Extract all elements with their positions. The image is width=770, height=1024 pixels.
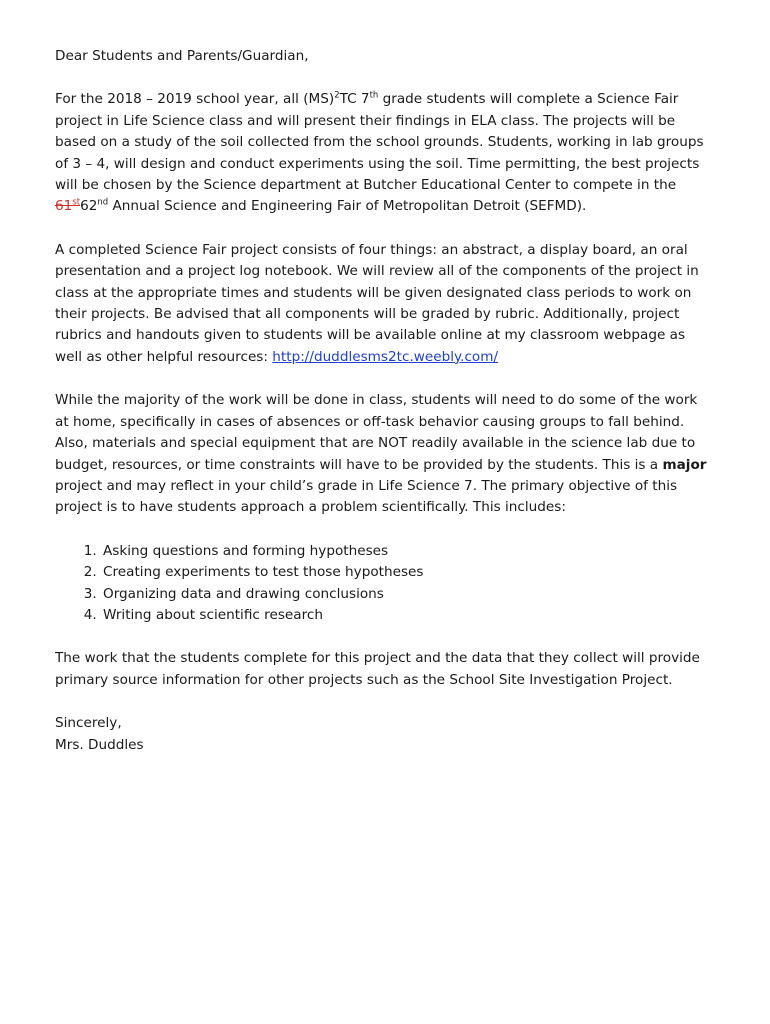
objectives-list <box>55 541 715 627</box>
fair-number: 62 <box>80 198 98 215</box>
paragraph-homework <box>55 390 715 518</box>
closing <box>55 713 715 756</box>
intro-text-1: For the 2018 – 2019 school year, all (MS) <box>55 91 335 108</box>
struck-number: 61 <box>55 198 73 215</box>
superscript-th: th <box>369 90 379 101</box>
components-text: A completed Science Fair project consists of four things: an abstract, a display board, an oral presentation and a project log notebook. We will review all of the components of the project in class at the appropriate times and students will be given designated class periods to work on their projects. Be advised that all components will be graded by rubric. Additionally, project rubrics and handouts given to students will be available online at my classroom webpage as well as other helpful resources: <box>55 241 699 365</box>
intro-text-3: grade students will complete a Science Fair project in Life Science class and will present their findings in ELA class. The projects will be based on a study of the soil collected from the school grounds. Students, working in lab groups of 3 – 4, will design and conduct experiments using the soil. Time permitting, the best projects will be chosen by the Science department at Butcher Educational Center to compete in the <box>55 91 704 194</box>
struck-fair-number <box>55 198 80 214</box>
signoff: Sincerely, <box>55 715 122 732</box>
homework-text-2: project and may reflect in your child’s grade in Life Science 7. The primary objective of this project is to have students approach a problem scientifically. This includes: <box>55 477 678 516</box>
list-item: 2. Creating experiments to test those hypotheses <box>101 562 715 583</box>
major-emphasis: major <box>662 456 707 473</box>
intro-text-4: Annual Science and Engineering Fair of Metropolitan Detroit (SEFMD). <box>108 198 587 215</box>
greeting: Dear Students and Parents/Guardian, <box>55 48 309 64</box>
paragraph-components <box>55 240 715 368</box>
intro-text-2: TC 7 <box>339 91 370 108</box>
struck-superscript: st <box>72 197 81 208</box>
signature-name: Mrs. Duddles <box>55 736 144 753</box>
list-item: 1. Asking questions and forming hypotheses <box>101 541 715 562</box>
paragraph-intro <box>55 89 715 217</box>
letter <box>55 46 715 756</box>
paragraph-source-info: The work that the students complete for this project and the data that they collect will provide primary source information for other projects such as the School Site Investigation Project. <box>55 650 700 688</box>
homework-text-1: While the majority of the work will be done in class, students will need to do some of the work at home, specifically in cases of absences or off-task behavior causing groups to fall behind. Also, materials and special equipment that are NOT readily available in the science lab due to budget, resources, or time constraints will have to be provided by the students. This is a <box>55 392 698 473</box>
fair-number-superscript: nd <box>97 197 109 208</box>
superscript-2: 2 <box>334 90 340 101</box>
list-item: 3. Organizing data and drawing conclusions <box>101 584 715 605</box>
classroom-webpage-link[interactable]: http://duddlesms2tc.weebly.com/ <box>272 348 499 365</box>
list-item: 4. Writing about scientific research <box>101 605 715 626</box>
